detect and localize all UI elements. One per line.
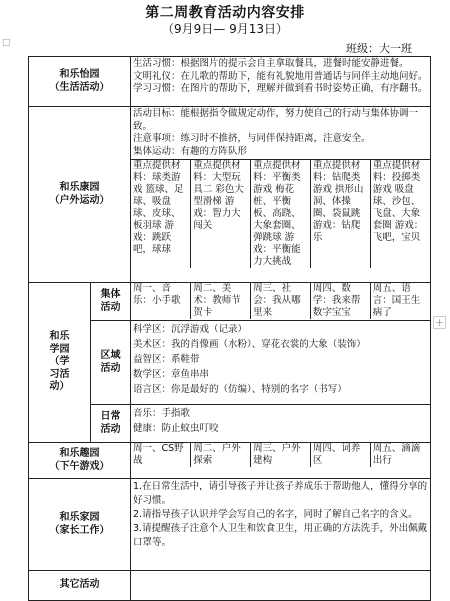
sub-label-line: 活动 xyxy=(100,423,121,435)
class-label: 班级：大一班 xyxy=(346,42,412,55)
outdoor-day: 重点提供材料：钻爬类游戏 拱形山洞、体操圈、袋鼠跳 游戏：钻爬乐 xyxy=(310,160,370,269)
group-day: 周三、社会：我从哪里来 xyxy=(251,283,311,319)
group-day: 周四、数学：我来帮数字宝宝 xyxy=(310,283,370,319)
home-content xyxy=(131,479,431,571)
section-outdoor xyxy=(29,107,131,283)
group-day: 周五、语言：国王生病了 xyxy=(372,283,421,318)
outdoor-days xyxy=(131,159,430,268)
outdoor-day: 重点提供材料：平衡类游戏 梅花桩、平衡板、高跷、大象套圈、弹跳球 游戏：平衡能力大挑战 xyxy=(251,160,311,269)
games-day: 周四、词养区 xyxy=(310,443,370,467)
life-line: 文明礼仪：在儿歌的帮助下，能有礼貌地用普通话与同伴主动地问好。 xyxy=(133,70,428,82)
life-line: 学习习惯：在图片的帮助下，理解并做到看书时姿势正确，有序翻书。 xyxy=(133,83,428,94)
section-games xyxy=(29,443,131,479)
sub-label-line: 活动 xyxy=(100,301,121,313)
section-games-title: 和乐趣园 xyxy=(59,448,100,459)
life-content xyxy=(131,57,431,107)
daily-line: 健康：防止蚊虫叮咬 xyxy=(133,423,219,434)
area-line: 益智区：系鞋带 xyxy=(133,354,200,365)
sub-label-line: 区域 xyxy=(100,350,121,361)
add-column-icon[interactable]: + xyxy=(434,316,445,329)
outdoor-row xyxy=(29,107,431,283)
other-row xyxy=(29,571,431,601)
area-activity-content xyxy=(131,321,431,405)
group-activity-days xyxy=(131,283,430,319)
section-home-subtitle: （家长工作） xyxy=(49,524,110,536)
section-outdoor-title: 和乐康园 xyxy=(59,182,100,193)
games-day: 周二、户外探索 xyxy=(191,443,251,467)
life-row xyxy=(29,57,431,107)
group-activity-content xyxy=(131,283,431,321)
life-line: 生活习惯：根据图片的提示会自主拿取餐具，进餐时能安静进餐。 xyxy=(133,58,409,69)
section-learning-line: 动） xyxy=(49,381,70,393)
outdoor-notes: 注意事项：练习时不推挤，与同伴保持距离，注意安全。 xyxy=(133,133,371,144)
section-life-subtitle: （生活活动） xyxy=(49,81,110,93)
area-activity-label xyxy=(91,321,131,405)
learning-group-row xyxy=(29,283,431,321)
outdoor-goal: 活动目标：能根据指令做规定动作，努力使自己的行动与集体协调一致。 xyxy=(133,108,419,132)
sub-label-line: 活动 xyxy=(100,362,121,374)
section-life-title: 和乐怡园 xyxy=(59,69,100,80)
section-learning-line: 习活 xyxy=(49,368,70,380)
section-learning-line: 学园 xyxy=(49,343,70,355)
section-games-subtitle: （下午游戏） xyxy=(49,460,110,472)
outdoor-content xyxy=(131,107,431,283)
area-line: 语言区：你是最好的（仿编）、特别的名字（书写） xyxy=(133,384,347,395)
outdoor-day: 重点提供材料：球类游戏 篮球、足球、吸盘球、皮球、板羽球 游戏：跳跃吧，球球 xyxy=(131,160,191,269)
home-line: 2.请指导孩子认识并学会写自己的名字，同时了解自己名字的含义。 xyxy=(133,509,418,520)
games-day: 周五、滴滴出行 xyxy=(372,443,421,466)
section-learning-line: （学 xyxy=(49,356,70,368)
table-handle-icon[interactable]: □ xyxy=(2,38,11,48)
section-learning xyxy=(29,283,91,443)
sub-label-line: 集体 xyxy=(100,289,121,300)
section-home xyxy=(29,479,131,571)
section-outdoor-subtitle: （户外运动） xyxy=(49,194,110,206)
area-line: 数学区：章鱼串串 xyxy=(133,369,210,380)
area-line: 科学区：沉浮游戏（记录） xyxy=(133,324,248,335)
section-home-title: 和乐家园 xyxy=(59,512,100,523)
games-day: 周一、CS野战 xyxy=(131,443,191,467)
games-content xyxy=(131,443,431,479)
other-content[interactable] xyxy=(131,571,431,601)
home-line: 3.请提醒孩子注意个人卫生和饮食卫生，用正确的方法洗手，外出佩戴口罩等。 xyxy=(133,523,428,548)
group-day: 周一、音乐：小手歌 xyxy=(131,283,191,319)
games-day: 周三、户外建构 xyxy=(251,443,311,467)
page-title: 第二周教育活动内容安排 xyxy=(145,5,305,21)
games-days xyxy=(131,443,430,467)
outdoor-day: 重点提供材料：大型玩具二 彩色大型滑梯 游戏：智力大闯关 xyxy=(191,160,251,269)
daily-activity-label xyxy=(91,405,131,443)
home-row xyxy=(29,479,431,571)
area-line: 美术区：我的肖像画（水粉）、穿花衣裳的大象（装饰） xyxy=(133,339,366,350)
group-day: 周二、美术：教师节贺卡 xyxy=(191,283,251,319)
sub-label-line: 日常 xyxy=(100,411,121,422)
home-line: 1.在日常生活中，请引导孩子并让孩子养成乐于帮助他人，懂得分享的好习惯。 xyxy=(133,481,428,506)
outdoor-day: 重点提供材料：投掷类游戏 吸盘球、沙包、飞盘、大象套圈 游戏：飞吧，宝贝 xyxy=(372,160,424,243)
section-other: 其它活动 xyxy=(29,571,131,601)
section-life xyxy=(29,57,131,107)
outdoor-group-sport: 集体运动：有趣的方阵队形 xyxy=(133,145,248,157)
daily-line: 音乐：手指歌 xyxy=(133,408,191,419)
daily-activity-content xyxy=(131,405,431,443)
games-row xyxy=(29,443,431,479)
date-range: （9月9日— 9月13日） xyxy=(162,22,288,36)
section-learning-line: 和乐 xyxy=(49,331,70,343)
group-activity-label xyxy=(91,283,131,321)
schedule-table xyxy=(28,56,431,601)
